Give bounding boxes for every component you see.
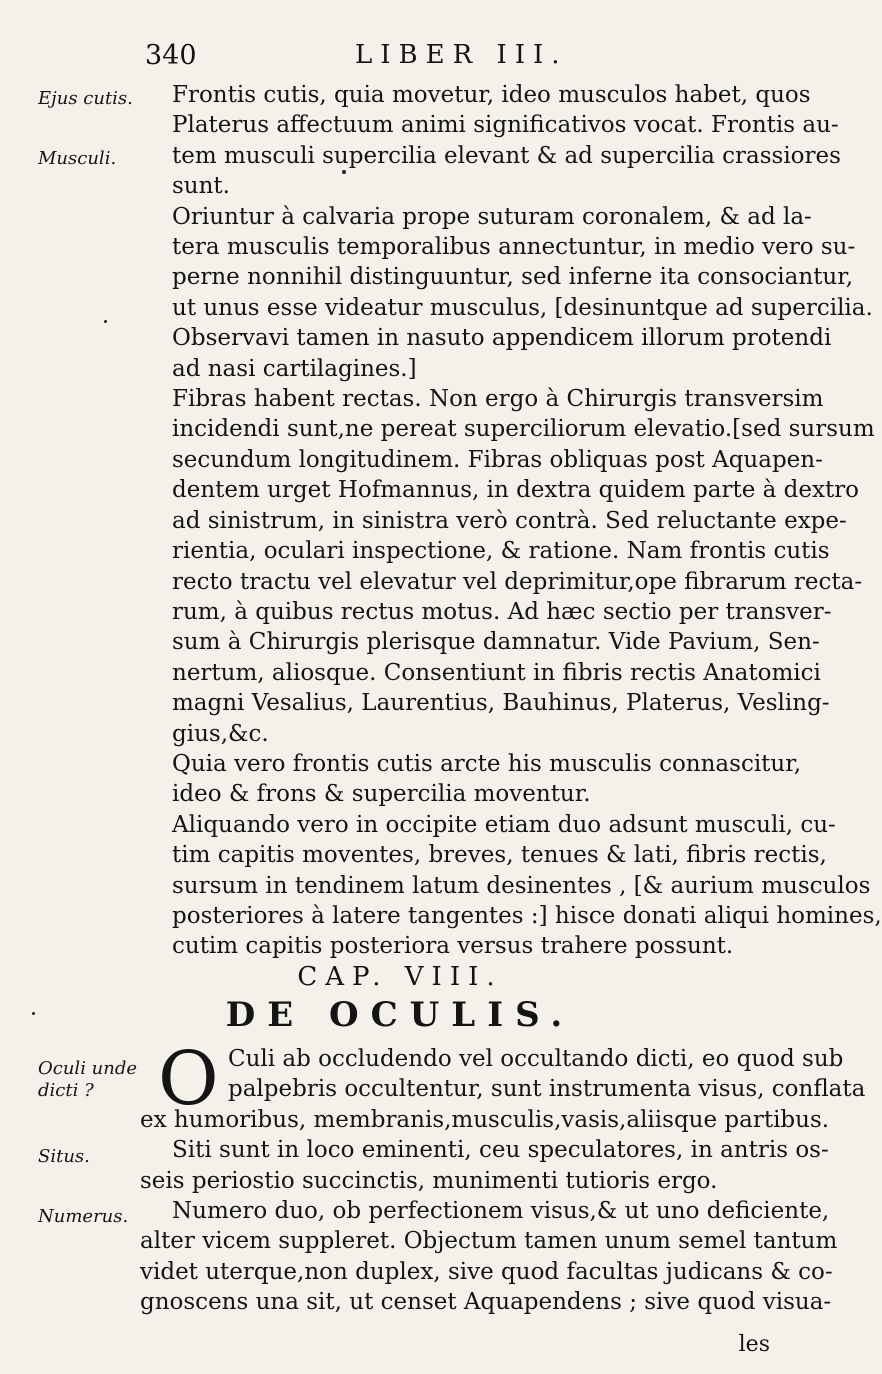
text-line: ex humoribus, membranis,musculis,vasis,aliisque partibus. xyxy=(140,1106,830,1133)
text-line: tem musculi supercilia elevant & ad supercilia crassiores xyxy=(172,142,841,169)
text-line: Frontis cutis, quia movetur, ideo musculos habet, quos xyxy=(172,82,811,108)
text-line: Observavi tamen in nasuto appendicem illorum protendi xyxy=(172,325,832,352)
text-line: Culi ab occludendo vel occultando dicti, eo quod sub xyxy=(228,1046,844,1072)
paragraph-aliquando xyxy=(140,810,882,962)
text-line: sum à Chirurgis plerisque damnatur. Vide Pavium, Sen- xyxy=(172,629,820,656)
margin-note-numerus: Numerus. xyxy=(38,1206,129,1227)
text-line: Numero duo, ob perfectionem visus,& ut uno deficiente, xyxy=(172,1198,830,1225)
text-line: tera musculis temporalibus annectuntur, in medio vero su- xyxy=(172,234,856,261)
page-header xyxy=(0,40,800,80)
text-line: alter vicem suppleret. Objectum tamen unum semel tantum xyxy=(140,1228,838,1255)
text-line: ut unus esse videatur musculus, [desinuntque ad supercilia. xyxy=(172,294,873,321)
text-line: perne nonnihil distinguuntur, sed inferne ita consociantur, xyxy=(172,264,854,291)
text-line: Fibras habent rectas. Non ergo à Chirurgis transversim xyxy=(172,386,824,413)
text-line: dentem urget Hofmannus, in dextra quidem parte à dextro xyxy=(172,477,860,504)
text-line: sursum in tendinem latum desinentes , [& aurium musculos xyxy=(172,872,871,899)
text-line: recto tractu vel elevatur vel deprimitur,ope fibrarum recta- xyxy=(172,568,863,595)
text-line: Quia vero frontis cutis arcte his musculis connascitur, xyxy=(172,750,802,777)
text-line: incidendi sunt,ne pereat superciliorum elevatio.[sed sursum xyxy=(172,416,875,443)
margin-note-oculi-unde-dicti: Oculi unde dicti ? xyxy=(38,1058,138,1101)
text-line: Oriuntur à calvaria prope suturam coronalem, & ad la- xyxy=(172,203,812,230)
text-line: Aliquando vero in occipite etiam duo adsunt musculi, cu- xyxy=(172,811,836,838)
paragraph-oriuntur xyxy=(140,202,873,384)
chapter-title: DE OCULIS. xyxy=(225,995,575,1035)
text-line: nertum, aliosque. Consentiunt in fibris rectis Anatomici xyxy=(172,659,821,686)
text-line: videt uterque,non duplex, sive quod facultas judicans & co- xyxy=(140,1258,833,1285)
chapter-number: CAP. VIII. xyxy=(297,962,503,992)
text-line: sunt. xyxy=(172,173,230,200)
running-title: LIBER III. xyxy=(355,40,568,70)
text-line: rientia, oculari inspectione, & ratione. Nam frontis cutis xyxy=(172,538,830,565)
text-line: ideo & frons & supercilia moventur. xyxy=(172,781,591,808)
paragraph-frontis-cutis xyxy=(140,80,841,202)
main-text xyxy=(140,80,882,962)
text-line: ad sinistrum, in sinistra verò contrà. Sed reluctante expe- xyxy=(172,507,847,534)
margin-note-musculi: Musculi. xyxy=(38,148,117,169)
text-line: seis periostio succinctis, munimenti tutioris ergo. xyxy=(140,1167,718,1194)
text-line: gius,&c. xyxy=(172,720,269,747)
text-line: gnoscens una sit, ut censet Aquapendens ; sive quod visua- xyxy=(140,1289,832,1316)
catchword: les xyxy=(738,1332,770,1357)
text-line: cutim capitis posteriora versus trahere possunt. xyxy=(172,933,734,960)
text-line: magni Vesalius, Laurentius, Bauhinus, Platerus, Vesling- xyxy=(172,690,830,717)
text-line: palpebris occultentur, sunt instrumenta visus, conflata xyxy=(228,1076,866,1103)
text-line: Platerus affectuum animi significativos vocat. Frontis au- xyxy=(172,112,839,139)
ink-speck xyxy=(104,320,107,323)
text-line: Siti sunt in loco eminenti, ceu speculatores, in antris os- xyxy=(172,1137,829,1164)
chapter-text xyxy=(140,1036,866,1318)
text-line: rum, à quibus rectus motus. Ad hæc sectio per transver- xyxy=(172,598,832,625)
text-line: secundum longitudinem. Fibras obliquas post Aquapen- xyxy=(172,446,823,473)
text-line: ad nasi cartilagines.] xyxy=(172,355,417,382)
margin-note-ejus-cutis: Ejus cutis. xyxy=(38,88,133,109)
drop-cap-initial: O xyxy=(158,1036,219,1122)
text-line: tim capitis moventes, breves, tenues & lati, fibris rectis, xyxy=(172,842,827,869)
text-line: posteriores à latere tangentes :] hisce donati aliqui homines, xyxy=(172,902,882,929)
paragraph-quia-vero xyxy=(140,749,802,810)
paragraph-fibras xyxy=(140,384,875,749)
margin-note-situs: Situs. xyxy=(38,1146,90,1167)
page-number: 340 xyxy=(145,40,197,71)
ink-speck xyxy=(32,1012,35,1015)
ink-speck xyxy=(342,170,346,174)
